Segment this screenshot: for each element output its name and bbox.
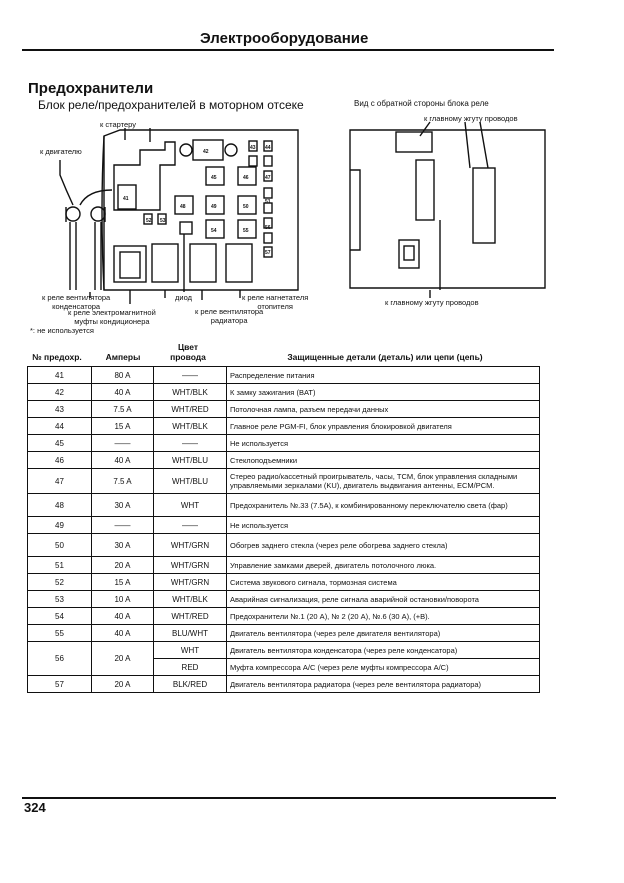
table-row [28, 608, 540, 625]
cell-color: —— [154, 367, 227, 384]
left-fuse-box-diagram [60, 128, 298, 304]
cell-no: 54 [28, 608, 92, 625]
cell-color: WHT [154, 494, 227, 517]
cell-amps: 40 A [92, 384, 154, 401]
table-row [28, 676, 540, 693]
cell-amps: 40 A [92, 452, 154, 469]
cell-desc: Двигатель вентилятора радиатора (через реле вентилятора радиатора) [227, 676, 540, 693]
fuse-table [27, 366, 540, 693]
th-wire-color: Цвет провода [170, 342, 206, 362]
svg-text:46: 46 [243, 175, 249, 181]
table-row [28, 435, 540, 452]
svg-text:53: 53 [160, 218, 166, 224]
table-row [28, 591, 540, 608]
svg-text:57: 57 [265, 250, 271, 256]
table-row [28, 574, 540, 591]
cell-no: 51 [28, 557, 92, 574]
cell-amps: 40 A [92, 608, 154, 625]
cell-color: WHT/BLU [154, 469, 227, 494]
cell-amps: 7.5 A [92, 401, 154, 418]
cell-amps: 7.5 A [92, 469, 154, 494]
cell-color: WHT [154, 642, 227, 659]
cell-amps: 30 A [92, 494, 154, 517]
svg-text:43: 43 [250, 145, 256, 151]
cell-no: 45 [28, 435, 92, 452]
cell-color: WHT/GRN [154, 574, 227, 591]
cell-amps: 20 A [92, 557, 154, 574]
label-diode: диод [175, 293, 192, 302]
table-row [28, 534, 540, 557]
page-number: 324 [24, 800, 46, 815]
cell-desc: Обогрев заднего стекла (через реле обогрева заднего стекла) [227, 534, 540, 557]
cell-amps: 10 A [92, 591, 154, 608]
label-radiator-relay: к реле вентилятора радиатора [195, 307, 264, 325]
cell-color: WHT/BLK [154, 591, 227, 608]
cell-amps: —— [92, 435, 154, 452]
cell-desc: К замку зажигания (BAT) [227, 384, 540, 401]
svg-text:56: 56 [265, 225, 271, 231]
label-fan-relay: к реле вентилятора конденсатора [42, 293, 111, 311]
cell-color: BLU/WHT [154, 625, 227, 642]
cell-no: 57 [28, 676, 92, 693]
cell-desc: Двигатель вентилятора (через реле двигателя вентилятора) [227, 625, 540, 642]
cell-amps: 30 A [92, 534, 154, 557]
cell-color: —— [154, 517, 227, 534]
table-row [28, 401, 540, 418]
cell-desc: Предохранители №.1 (20 A), № 2 (20 A), №.6 (30 A), (+B). [227, 608, 540, 625]
not-used-note: *: не используется [30, 326, 94, 335]
cell-no: 44 [28, 418, 92, 435]
svg-text:48: 48 [180, 204, 186, 210]
cell-no: 48 [28, 494, 92, 517]
cell-desc: Распределение питания [227, 367, 540, 384]
cell-color: WHT/RED [154, 608, 227, 625]
table-row [28, 642, 540, 659]
svg-text:55: 55 [243, 228, 249, 234]
svg-text:41: 41 [123, 196, 129, 202]
cell-desc: Предохранитель №.33 (7.5A), к комбинированному переключателю света (фар) [227, 494, 540, 517]
cell-color: WHT/RED [154, 401, 227, 418]
cell-color: WHT/GRN [154, 557, 227, 574]
th-amps: Амперы [105, 352, 141, 362]
cell-no: 41 [28, 367, 92, 384]
cell-color: BLK/RED [154, 676, 227, 693]
svg-text:54: 54 [211, 228, 217, 234]
cell-no: 53 [28, 591, 92, 608]
svg-text:44: 44 [265, 145, 271, 151]
svg-text:49: 49 [211, 204, 217, 210]
table-row [28, 625, 540, 642]
cell-no: 52 [28, 574, 92, 591]
th-fuse-no: № предохр. [32, 352, 82, 362]
label-engine: к двигателю [40, 147, 82, 156]
cell-desc: Аварийная сигнализация, реле сигнала аварийной остановки/поворота [227, 591, 540, 608]
label-heater-relay: к реле нагнетателя отопителя [242, 293, 309, 311]
page-header-title: Электрооборудование [200, 30, 369, 47]
cell-color: RED [154, 659, 227, 676]
cell-no: 55 [28, 625, 92, 642]
label-main-harness-bottom: к главному жгуту проводов [385, 298, 479, 307]
table-row [28, 469, 540, 494]
cell-amps: —— [92, 517, 154, 534]
svg-text:47: 47 [265, 175, 271, 181]
label-starter: к стартеру [100, 120, 137, 129]
cell-color: WHT/BLU [154, 452, 227, 469]
cell-color: WHT/BLK [154, 418, 227, 435]
cell-desc: Потолочная лампа, разъем передачи данных [227, 401, 540, 418]
label-main-harness-top: к главному жгуту проводов [424, 114, 518, 123]
cell-no: 46 [28, 452, 92, 469]
cell-no: 43 [28, 401, 92, 418]
cell-amps: 80 A [92, 367, 154, 384]
cell-amps: 20 A [92, 642, 154, 676]
cell-amps: 15 A [92, 574, 154, 591]
section-title: Предохранители [28, 80, 154, 97]
table-row [28, 517, 540, 534]
rear-view-title: Вид с обратной стороны блока реле [354, 99, 489, 108]
label-clutch-relay: к реле электромагнитной муфты кондиционера [68, 308, 156, 326]
cell-desc: Муфта компрессора А/С (через реле муфты компрессора А/С) [227, 659, 540, 676]
table-row [28, 494, 540, 517]
section-subtitle: Блок реле/предохранителей в моторном отсеке [38, 98, 304, 112]
table-row [28, 418, 540, 435]
svg-text:52: 52 [146, 218, 152, 224]
cell-desc: Не используется [227, 435, 540, 452]
footer-rule [22, 797, 556, 799]
cell-amps: 40 A [92, 625, 154, 642]
table-row [28, 452, 540, 469]
svg-text:45: 45 [211, 175, 217, 181]
table-row [28, 557, 540, 574]
cell-desc: Система звукового сигнала, тормозная система [227, 574, 540, 591]
th-protected-circuits: Защищенные детали (деталь) или цепи (цепь) [287, 352, 483, 362]
table-row [28, 384, 540, 401]
table-row [28, 367, 540, 384]
cell-amps: 15 A [92, 418, 154, 435]
cell-color: WHT/BLK [154, 384, 227, 401]
cell-desc: Стерео радио/кассетный проигрыватель, часы, TCM, блок управления складными управляемыми зеркалами (KU), двигатель выдвигания антенны, ECM/PCM. [227, 469, 540, 494]
svg-text:42: 42 [203, 149, 209, 155]
cell-no: 42 [28, 384, 92, 401]
cell-color: —— [154, 435, 227, 452]
cell-amps: 20 A [92, 676, 154, 693]
cell-desc: Стеклоподъемники [227, 452, 540, 469]
svg-text:51: 51 [265, 199, 271, 205]
svg-text:50: 50 [243, 204, 249, 210]
cell-no: 56 [28, 642, 92, 676]
cell-desc: Управление замками дверей, двигатель потолочного люка. [227, 557, 540, 574]
cell-desc: Не используется [227, 517, 540, 534]
cell-desc: Главное реле PGM-FI, блок управления блокировкой двигателя [227, 418, 540, 435]
cell-desc: Двигатель вентилятора конденсатора (через реле конденсатора) [227, 642, 540, 659]
right-fuse-box-diagram [350, 122, 545, 298]
cell-color: WHT/GRN [154, 534, 227, 557]
cell-no: 50 [28, 534, 92, 557]
cell-no: 47 [28, 469, 92, 494]
cell-no: 49 [28, 517, 92, 534]
